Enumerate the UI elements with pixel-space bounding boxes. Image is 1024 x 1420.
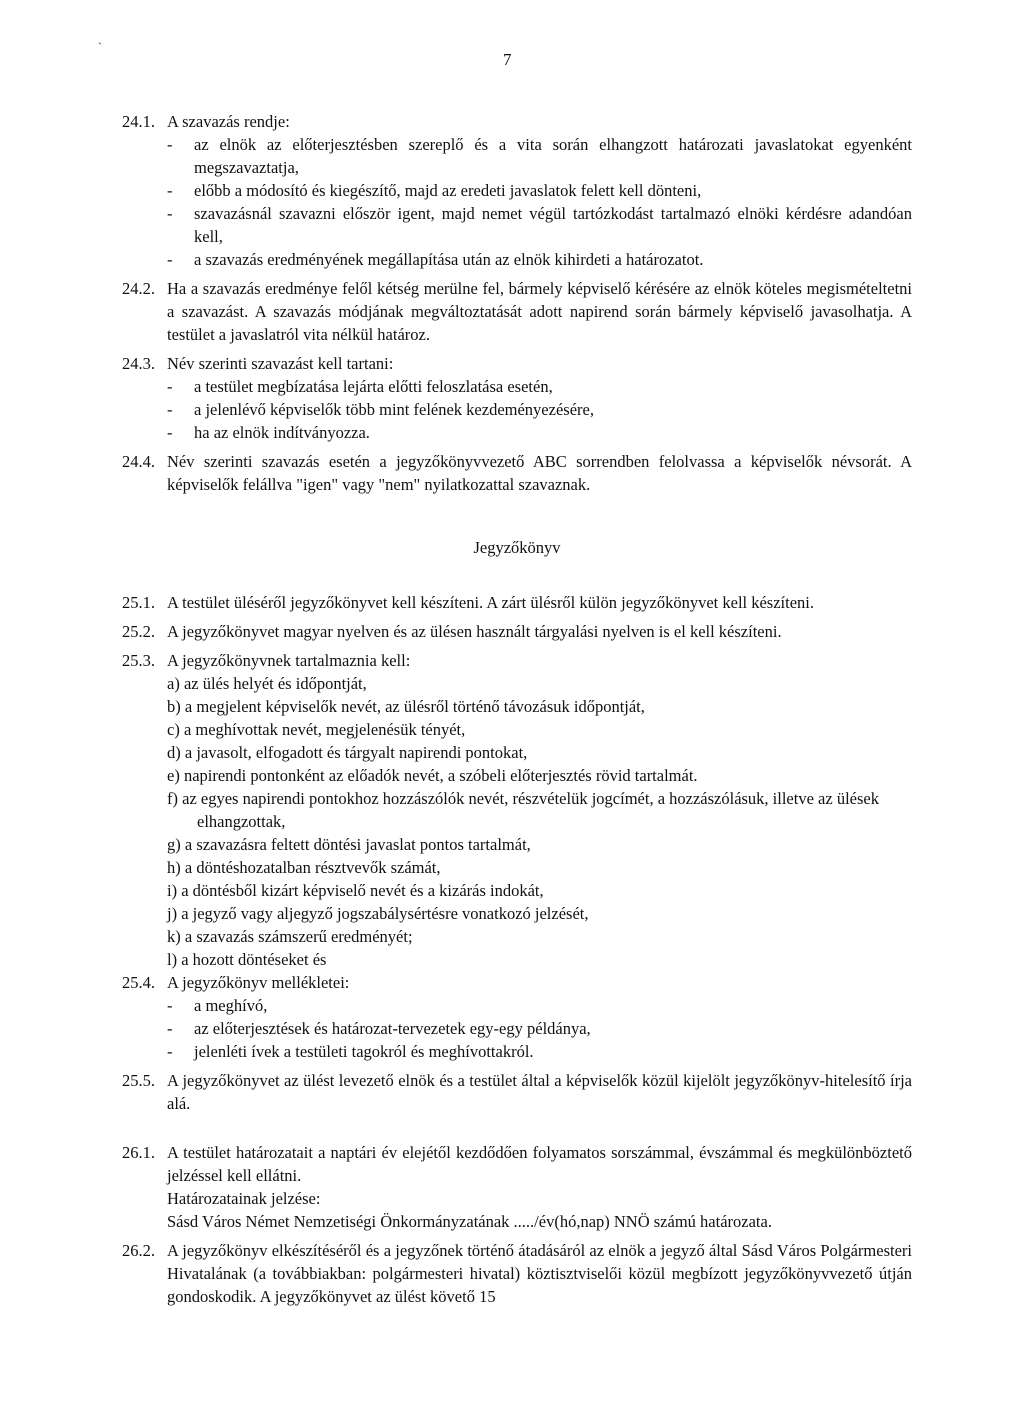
paragraph-24-1 — [122, 110, 912, 271]
paragraph-number: 25.4. — [122, 973, 155, 992]
list-item: - a testület megbízatása lejárta előtti feloszlatása esetén, — [167, 377, 553, 396]
paragraph-intro: Név szerinti szavazást kell tartani: — [167, 354, 394, 373]
paragraph-24-4 — [122, 450, 912, 496]
paragraph-24-3 — [122, 352, 912, 444]
page-number: 7 — [503, 50, 512, 69]
paragraph-text: A jegyzőkönyv elkészítéséről és a jegyzőnek történő átadásáról az elnök a jegyző által Sásd Város Polgármesteri Hivatalának (a továbbiakban: polgármesteri hivatal) köztisztviselői közül megbízott jegyzőkönyvvezető útján gondoskodik. A jegyzőkönyvet az ülést követő 15 — [167, 1241, 912, 1306]
paragraph-number: 25.2. — [122, 622, 155, 641]
list-item: - előbb a módosító és kiegészítő, majd az eredeti javaslatok felett kell dönteni, — [167, 181, 702, 200]
list-item: - a jelenlévő képviselők több mint felének kezdeményezésére, — [167, 400, 594, 419]
section-title: Jegyzőkönyv — [473, 538, 561, 557]
list-item: c) a meghívottak nevét, megjelenésük tényét, — [167, 720, 466, 739]
list-item: - a meghívó, — [167, 996, 268, 1015]
paragraph-text: Név szerinti szavazás esetén a jegyzőkönyvvezető ABC sorrendben felolvassa a képviselők névsorát. A képviselők felállva "igen" vagy "nem" nyilatkozattal szavaznak. — [167, 452, 912, 494]
paragraph-25-3 — [122, 649, 912, 971]
list-item: d) a javasolt, elfogadott és tárgyalt napirendi pontokat, — [167, 743, 528, 762]
list-item: b) a megjelent képviselők nevét, az ülésről történő távozásuk időpontját, — [167, 697, 645, 716]
paragraph-number: 24.3. — [122, 354, 155, 373]
list-item: - jelenléti ívek a testületi tagokról és meghívottakról. — [167, 1042, 534, 1061]
list-item: f) az egyes napirendi pontokhoz hozzászólók nevét, részvételük jogcímét, a hozzászólásuk, illetve az ülések elhangzottak, — [167, 789, 879, 831]
list-item: k) a szavazás számszerű eredményét; — [167, 927, 413, 946]
paragraph-text: Ha a szavazás eredménye felől kétség merülne fel, bármely képviselő kérésére az elnök köteles megismételtetni a szavazást. A szavazás módjának megváltoztatását adott napirend során bármely képviselő javasolhatja. A testület a javaslatról vita nélkül határoz. — [167, 279, 912, 344]
paragraph-26-1 — [122, 1141, 912, 1233]
paragraph-number: 25.3. — [122, 651, 155, 670]
paragraph-25-5 — [122, 1069, 912, 1115]
scan-speck: ` — [98, 40, 102, 54]
paragraph-intro: A jegyzőkönyv mellékletei: — [167, 973, 350, 992]
list-item: e) napirendi pontonként az előadók nevét, a szóbeli előterjesztés rövid tartalmát. — [167, 766, 698, 785]
paragraph-number: 24.4. — [122, 452, 155, 471]
paragraph-number: 25.5. — [122, 1071, 155, 1090]
paragraph-text: A jegyzőkönyvet magyar nyelven és az ülésen használt tárgyalási nyelven is el kell készíteni. — [167, 622, 782, 641]
paragraph-number: 26.1. — [122, 1143, 155, 1162]
list-item: g) a szavazásra feltett döntési javaslat pontos tartalmát, — [167, 835, 531, 854]
paragraph-number: 24.1. — [122, 112, 155, 131]
paragraph-text: A testület határozatait a naptári év elejétől kezdődően folyamatos sorszámmal, évszámmal és megkülönböztető jelzéssel kell ellátni. — [167, 1143, 912, 1185]
list-item: i) a döntésből kizárt képviselő nevét és a kizárás indokát, — [167, 881, 544, 900]
list-item: - az előterjesztések és határozat-tervezetek egy-egy példánya, — [167, 1019, 591, 1038]
paragraph-number: 24.2. — [122, 279, 155, 298]
paragraph-25-1 — [122, 591, 912, 614]
paragraph-text: Határozatainak jelzése: — [167, 1189, 321, 1208]
paragraph-26-2 — [122, 1239, 912, 1308]
paragraph-number: 26.2. — [122, 1241, 155, 1260]
list-item: j) a jegyző vagy aljegyző jogszabálysértésre vonatkozó jelzését, — [167, 904, 589, 923]
paragraph-text: Sásd Város Német Nemzetiségi Önkormányzatának ...../év(hó,nap) NNÖ számú határozata. — [167, 1212, 772, 1231]
paragraph-number: 25.1. — [122, 593, 155, 612]
paragraph-text: A jegyzőkönyvet az ülést levezető elnök és a testület által a képviselők közül kijelölt jegyzőkönyv-hitelesítő írja alá. — [167, 1071, 912, 1113]
document-body — [122, 110, 912, 1308]
list-item: h) a döntéshozatalban résztvevők számát, — [167, 858, 441, 877]
paragraph-25-4 — [122, 971, 912, 1063]
list-item: - ha az elnök indítványozza. — [167, 423, 370, 442]
list-item: l) a hozott döntéseket és — [167, 950, 327, 969]
paragraph-text: A testület üléséről jegyzőkönyvet kell készíteni. A zárt ülésről külön jegyzőkönyvet kell készíteni. — [167, 593, 815, 612]
paragraph-25-2 — [122, 620, 912, 643]
list-item: - szavazásnál szavazni először igent, majd nemet végül tartózkodást tartalmazó elnöki kérdésre adandóan kell, — [167, 204, 912, 246]
list-item: a) az ülés helyét és időpontját, — [167, 674, 367, 693]
list-item: - az elnök az előterjesztésben szereplő és a vita során elhangzott határozati javaslatokat egyenként megszavaztatja, — [167, 135, 912, 177]
paragraph-intro: A jegyzőkönyvnek tartalmaznia kell: — [167, 651, 411, 670]
list-item: - a szavazás eredményének megállapítása után az elnök kihirdeti a határozatot. — [167, 250, 704, 269]
paragraph-intro: A szavazás rendje: — [167, 112, 290, 131]
paragraph-24-2 — [122, 277, 912, 346]
